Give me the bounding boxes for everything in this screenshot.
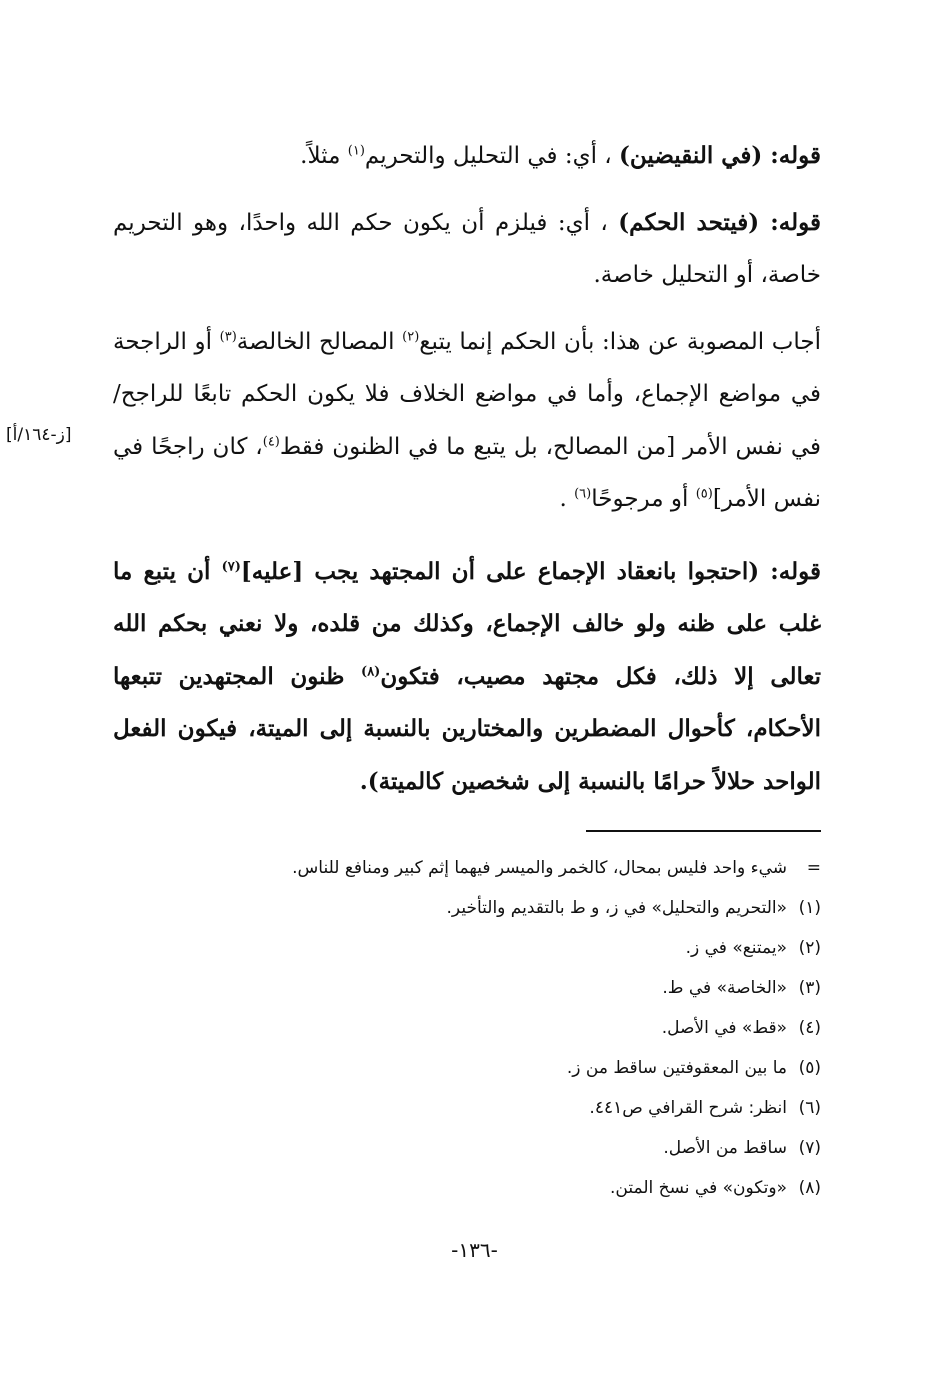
- footnote-item: [201, 848, 821, 888]
- paragraph-4: [113, 546, 821, 809]
- footnote-item: [201, 1008, 821, 1048]
- footnote-ref: (٢): [402, 328, 420, 344]
- manuscript-folio-note: [ز-١٦٤/أ]: [6, 425, 72, 445]
- footnote-ref: (٥): [695, 486, 713, 502]
- paragraph-text: ، أي: فيلزم أن يكون حكم الله واحدًا، وهو التحريم خاصة، أو التحليل خاصة.: [113, 209, 821, 288]
- footnotes: [201, 848, 821, 1208]
- footnote-item: [201, 1048, 821, 1088]
- footnote-text: «الخاصة» في ط.: [662, 978, 787, 998]
- footnote-item: [201, 1088, 821, 1128]
- main-text: [113, 130, 821, 822]
- paragraph-text: أو مرجوحًا: [591, 486, 696, 512]
- footnote-ref: (٨): [361, 663, 381, 679]
- paragraph-text: أن يتبع ما غلب على ظنه ولو خالف الإجماع، وكذلك من قلده، ولا نعني بحكم الله تعالى إلا ذلك، فكل مجتهد مصيب، فتكون: [113, 557, 822, 690]
- footnote-item: [201, 1128, 821, 1168]
- paragraph-text: أجاب المصوبة عن هذا: بأن الحكم إنما يتبع: [419, 328, 821, 355]
- footnote-number: (٨): [798, 1178, 821, 1198]
- footnote-number: (٥): [798, 1058, 821, 1078]
- footnote-text: انظر: شرح القرافي ص٤٤١.: [589, 1098, 787, 1118]
- footnote-separator: [586, 830, 821, 832]
- paragraph-text: المصالح الخالصة: [236, 328, 403, 355]
- paragraph-text: ، كان راجحًا في نفس الأمر]: [113, 433, 821, 512]
- paragraph-text: قوله: (احتجوا بانعقاد الإجماع على أن المجتهد يجب [عليه]: [240, 557, 821, 585]
- paragraph-text: مثلاً.: [300, 143, 348, 169]
- footnote-number: (١): [798, 898, 821, 918]
- footnote-ref: (٣): [219, 328, 237, 344]
- footnote-text: «وتكون» في نسخ المتن.: [610, 1178, 787, 1198]
- footnote-number: (٢): [798, 938, 821, 958]
- footnote-text: ساقط من الأصل.: [663, 1138, 787, 1158]
- footnote-ref: (١): [347, 143, 365, 159]
- paragraph-2: [113, 197, 821, 302]
- footnote-ref: (٤): [262, 433, 280, 449]
- footnote-text: «يمتنع» في ز.: [685, 938, 787, 958]
- paragraph-1: [113, 130, 821, 183]
- footnote-text: ما بين المعقوفتين ساقط من ز.: [566, 1058, 787, 1078]
- footnote-number: (٣): [798, 978, 821, 998]
- footnote-number: (٦): [798, 1098, 821, 1118]
- paragraph-text: أو الراجحة في مواضع الإجماع، وأما في مواضع الخلاف فلا يكون الحكم تابعًا للراجح/ في نفس الأمر [من المصالح، بل يتبع ما في الظنون فقط: [113, 328, 821, 460]
- footnote-text: شيء واحد فليس بمحال، كالخمر والميسر فيهما إثم كبير ومنافع للناس.: [292, 858, 787, 878]
- page-number: -١٣٦-: [451, 1238, 498, 1262]
- quote-label: قوله: (فيتحد الحكم): [618, 208, 821, 236]
- footnote-number: (٧): [798, 1138, 821, 1158]
- footnote-ref: (٦): [574, 486, 592, 502]
- quote-label: قوله: (في النقيضين): [619, 142, 821, 169]
- paragraph-text: ظنون المجتهدين تتبعها الأحكام، كأحوال المضطرين والمختارين بالنسبة إلى الميتة، فيكون الفعل الواحد حلالاً حرامًا بالنسبة إلى شخصين كالميتة).: [113, 662, 821, 795]
- paragraph-text: ، أي: في التحليل والتحريم: [364, 143, 620, 169]
- paragraph-3: [113, 316, 821, 526]
- footnote-item: [201, 1168, 821, 1208]
- footnote-ref: (٧): [221, 558, 241, 574]
- footnote-item: [201, 888, 821, 928]
- footnote-text: «قط» في الأصل.: [661, 1018, 787, 1038]
- footnote-item: [201, 928, 821, 968]
- footnote-number: =: [806, 858, 821, 878]
- paragraph-text: .: [559, 486, 575, 512]
- footnote-number: (٤): [798, 1018, 821, 1038]
- footnote-text: «التحريم والتحليل» في ز، و ط بالتقديم والتأخير.: [446, 898, 787, 918]
- footnote-item: [201, 968, 821, 1008]
